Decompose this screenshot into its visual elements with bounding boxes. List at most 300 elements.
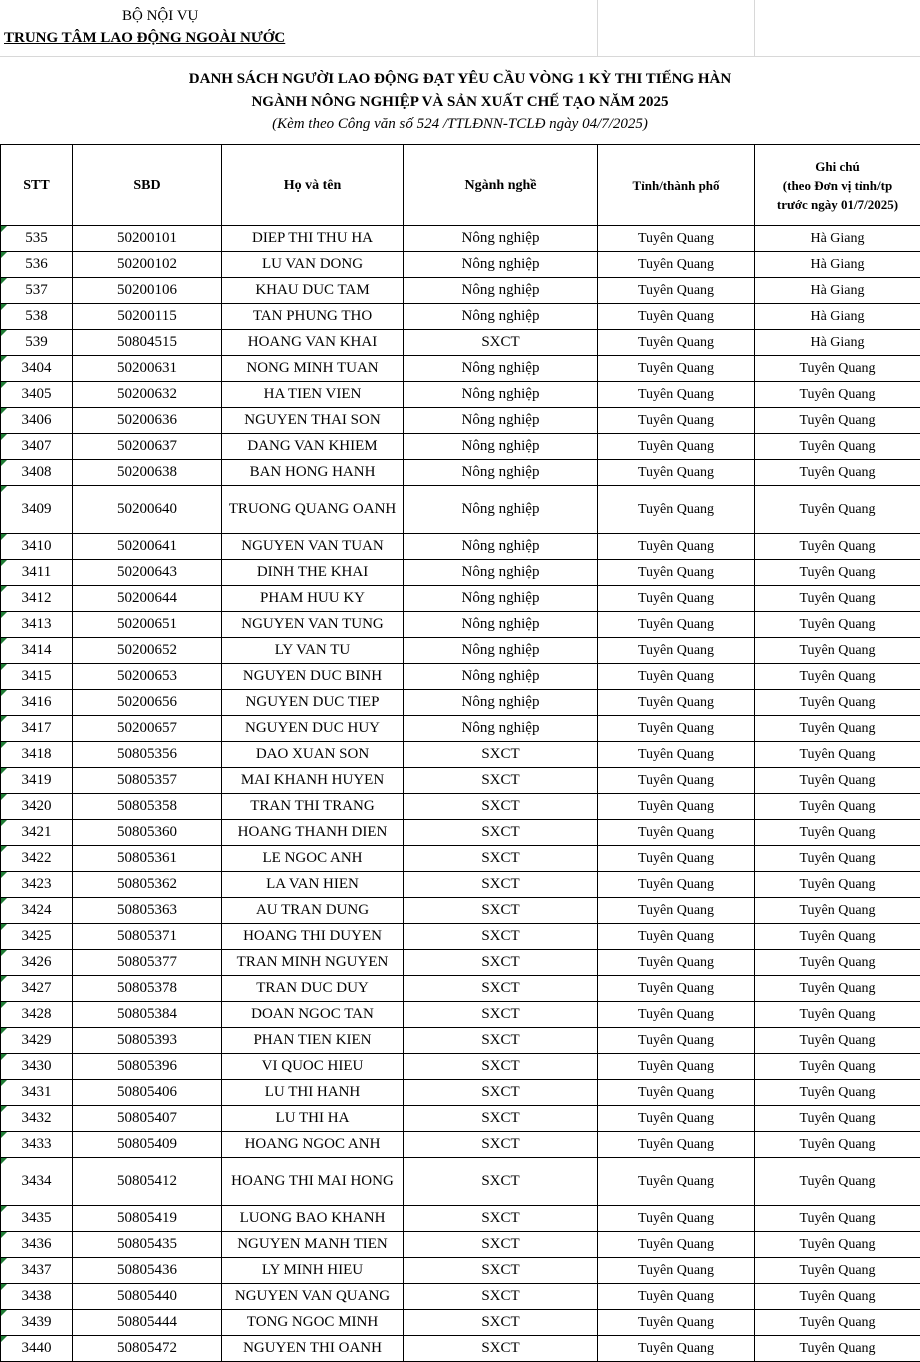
cell-field: SXCT xyxy=(404,872,598,898)
cell-province: Tuyên Quang xyxy=(598,278,755,304)
cell-sbd: 50200643 xyxy=(73,560,222,586)
cell-sbd: 50805435 xyxy=(73,1232,222,1258)
cell-note: Tuyên Quang xyxy=(755,1258,920,1284)
cell-note: Hà Giang xyxy=(755,304,920,330)
cell-sbd: 50805362 xyxy=(73,872,222,898)
cell-province: Tuyên Quang xyxy=(598,872,755,898)
cell-sbd: 50805396 xyxy=(73,1054,222,1080)
cell-name: NGUYEN DUC HUY xyxy=(222,716,404,742)
cell-province: Tuyên Quang xyxy=(598,976,755,1002)
cell-note: Tuyên Quang xyxy=(755,1310,920,1336)
cell-field: Nông nghiệp xyxy=(404,638,598,664)
cell-stt: 3435 xyxy=(1,1206,73,1232)
cell-field: Nông nghiệp xyxy=(404,304,598,330)
cell-field: Nông nghiệp xyxy=(404,690,598,716)
cell-province: Tuyên Quang xyxy=(598,1080,755,1106)
cell-province: Tuyên Quang xyxy=(598,1258,755,1284)
cell-name: HA TIEN VIEN xyxy=(222,382,404,408)
cell-sbd: 50200656 xyxy=(73,690,222,716)
cell-stt: 3413 xyxy=(1,612,73,638)
table-row xyxy=(1,638,920,664)
table-row xyxy=(1,794,920,820)
table-body xyxy=(1,226,920,1362)
table-row xyxy=(1,872,920,898)
table-row xyxy=(1,664,920,690)
column-header-note xyxy=(755,145,920,226)
cell-name: NGUYEN MANH TIEN xyxy=(222,1232,404,1258)
cell-note: Tuyên Quang xyxy=(755,1336,920,1362)
cell-note: Tuyên Quang xyxy=(755,1080,920,1106)
table-row xyxy=(1,846,920,872)
cell-note: Tuyên Quang xyxy=(755,898,920,924)
cell-name: LY MINH HIEU xyxy=(222,1258,404,1284)
cell-field: SXCT xyxy=(404,330,598,356)
table-row xyxy=(1,898,920,924)
cell-note: Tuyên Quang xyxy=(755,846,920,872)
table-row xyxy=(1,356,920,382)
table-row xyxy=(1,768,920,794)
cell-stt: 3411 xyxy=(1,560,73,586)
cell-name: LA VAN HIEN xyxy=(222,872,404,898)
cell-stt: 3414 xyxy=(1,638,73,664)
cell-name: TRAN MINH NGUYEN xyxy=(222,950,404,976)
cell-field: SXCT xyxy=(404,924,598,950)
cell-field: SXCT xyxy=(404,1080,598,1106)
cell-note: Hà Giang xyxy=(755,278,920,304)
cell-stt: 535 xyxy=(1,226,73,252)
cell-stt: 3406 xyxy=(1,408,73,434)
cell-note: Tuyên Quang xyxy=(755,1158,920,1206)
cell-field: SXCT xyxy=(404,794,598,820)
cell-field: Nông nghiệp xyxy=(404,382,598,408)
cell-field: Nông nghiệp xyxy=(404,460,598,486)
table-row xyxy=(1,612,920,638)
table-row xyxy=(1,1028,920,1054)
cell-name: HOANG THI DUYEN xyxy=(222,924,404,950)
column-header-sbd: SBD xyxy=(73,145,222,226)
cell-note: Tuyên Quang xyxy=(755,534,920,560)
cell-stt: 3433 xyxy=(1,1132,73,1158)
cell-field: SXCT xyxy=(404,846,598,872)
table-row xyxy=(1,226,920,252)
cell-stt: 3436 xyxy=(1,1232,73,1258)
cell-sbd: 50200115 xyxy=(73,304,222,330)
cell-field: SXCT xyxy=(404,898,598,924)
cell-sbd: 50805371 xyxy=(73,924,222,950)
cell-stt: 3405 xyxy=(1,382,73,408)
cell-sbd: 50200657 xyxy=(73,716,222,742)
cell-name: LU THI HANH xyxy=(222,1080,404,1106)
cell-stt: 537 xyxy=(1,278,73,304)
table-row xyxy=(1,716,920,742)
cell-name: LY VAN TU xyxy=(222,638,404,664)
cell-stt: 3409 xyxy=(1,486,73,534)
table-row xyxy=(1,330,920,356)
cell-field: SXCT xyxy=(404,950,598,976)
cell-note: Tuyên Quang xyxy=(755,382,920,408)
cell-sbd: 50200651 xyxy=(73,612,222,638)
cell-stt: 539 xyxy=(1,330,73,356)
table-row xyxy=(1,1310,920,1336)
cell-stt: 3431 xyxy=(1,1080,73,1106)
cell-note: Tuyên Quang xyxy=(755,1054,920,1080)
cell-stt: 3420 xyxy=(1,794,73,820)
cell-field: SXCT xyxy=(404,1106,598,1132)
cell-stt: 3415 xyxy=(1,664,73,690)
cell-stt: 3404 xyxy=(1,356,73,382)
table-row xyxy=(1,1284,920,1310)
cell-province: Tuyên Quang xyxy=(598,486,755,534)
cell-note: Tuyên Quang xyxy=(755,612,920,638)
cell-stt: 3412 xyxy=(1,586,73,612)
cell-name: DAO XUAN SON xyxy=(222,742,404,768)
table-row xyxy=(1,1232,920,1258)
cell-field: SXCT xyxy=(404,1002,598,1028)
cell-province: Tuyên Quang xyxy=(598,252,755,278)
cell-field: SXCT xyxy=(404,1028,598,1054)
cell-stt: 536 xyxy=(1,252,73,278)
cell-sbd: 50805412 xyxy=(73,1158,222,1206)
cell-note: Tuyên Quang xyxy=(755,820,920,846)
column-header-field: Ngành nghề xyxy=(404,145,598,226)
cell-name: LUONG BAO KHANH xyxy=(222,1206,404,1232)
cell-sbd: 50200637 xyxy=(73,434,222,460)
cell-name: NGUYEN VAN TUNG xyxy=(222,612,404,638)
cell-province: Tuyên Quang xyxy=(598,460,755,486)
document-subtitle: (Kèm theo Công văn số 524 /TTLĐNN-TCLĐ ngày 04/7/2025) xyxy=(0,116,920,133)
cell-field: SXCT xyxy=(404,1132,598,1158)
cell-stt: 3432 xyxy=(1,1106,73,1132)
cell-note: Tuyên Quang xyxy=(755,950,920,976)
cell-province: Tuyên Quang xyxy=(598,950,755,976)
cell-stt: 3437 xyxy=(1,1258,73,1284)
cell-sbd: 50805406 xyxy=(73,1080,222,1106)
table-row xyxy=(1,252,920,278)
column-header-stt: STT xyxy=(1,145,73,226)
cell-sbd: 50805357 xyxy=(73,768,222,794)
cell-province: Tuyên Quang xyxy=(598,898,755,924)
cell-province: Tuyên Quang xyxy=(598,742,755,768)
cell-note: Tuyên Quang xyxy=(755,664,920,690)
cell-sbd: 50805407 xyxy=(73,1106,222,1132)
cell-province: Tuyên Quang xyxy=(598,586,755,612)
cell-stt: 3418 xyxy=(1,742,73,768)
cell-name: TRAN THI TRANG xyxy=(222,794,404,820)
cell-field: SXCT xyxy=(404,1232,598,1258)
cell-province: Tuyên Quang xyxy=(598,356,755,382)
cell-note: Tuyên Quang xyxy=(755,924,920,950)
cell-note: Tuyên Quang xyxy=(755,768,920,794)
cell-name: BAN HONG HANH xyxy=(222,460,404,486)
cell-field: Nông nghiệp xyxy=(404,226,598,252)
table-row xyxy=(1,1206,920,1232)
cell-province: Tuyên Quang xyxy=(598,924,755,950)
cell-name: TAN PHUNG THO xyxy=(222,304,404,330)
cell-note: Tuyên Quang xyxy=(755,408,920,434)
cell-note: Hà Giang xyxy=(755,252,920,278)
cell-stt: 3434 xyxy=(1,1158,73,1206)
cell-field: SXCT xyxy=(404,1336,598,1362)
cell-name: TRUONG QUANG OANH xyxy=(222,486,404,534)
cell-sbd: 50200102 xyxy=(73,252,222,278)
cell-name: LU THI HA xyxy=(222,1106,404,1132)
cell-note: Tuyên Quang xyxy=(755,690,920,716)
cell-province: Tuyên Quang xyxy=(598,794,755,820)
cell-name: NONG MINH TUAN xyxy=(222,356,404,382)
cell-stt: 3408 xyxy=(1,460,73,486)
table-row xyxy=(1,924,920,950)
cell-sbd: 50805436 xyxy=(73,1258,222,1284)
cell-province: Tuyên Quang xyxy=(598,664,755,690)
cell-field: SXCT xyxy=(404,768,598,794)
cell-note: Tuyên Quang xyxy=(755,560,920,586)
cell-stt: 3440 xyxy=(1,1336,73,1362)
cell-note: Tuyên Quang xyxy=(755,1002,920,1028)
table-row xyxy=(1,1080,920,1106)
cell-field: Nông nghiệp xyxy=(404,586,598,612)
cell-name: PHAM HUU KY xyxy=(222,586,404,612)
cell-province: Tuyên Quang xyxy=(598,1232,755,1258)
cell-sbd: 50805444 xyxy=(73,1310,222,1336)
cell-note: Tuyên Quang xyxy=(755,356,920,382)
cell-note: Tuyên Quang xyxy=(755,742,920,768)
cell-note: Tuyên Quang xyxy=(755,872,920,898)
cell-province: Tuyên Quang xyxy=(598,226,755,252)
cell-note: Tuyên Quang xyxy=(755,976,920,1002)
cell-province: Tuyên Quang xyxy=(598,434,755,460)
cell-field: Nông nghiệp xyxy=(404,716,598,742)
table-row xyxy=(1,1158,920,1206)
cell-sbd: 50805356 xyxy=(73,742,222,768)
cell-name: AU TRAN DUNG xyxy=(222,898,404,924)
cell-province: Tuyên Quang xyxy=(598,560,755,586)
table-row xyxy=(1,690,920,716)
cell-field: SXCT xyxy=(404,1258,598,1284)
cell-province: Tuyên Quang xyxy=(598,1158,755,1206)
cell-stt: 3407 xyxy=(1,434,73,460)
cell-province: Tuyên Quang xyxy=(598,1310,755,1336)
table-row xyxy=(1,382,920,408)
cell-sbd: 50200640 xyxy=(73,486,222,534)
cell-field: Nông nghiệp xyxy=(404,486,598,534)
cell-province: Tuyên Quang xyxy=(598,1054,755,1080)
cell-province: Tuyên Quang xyxy=(598,820,755,846)
cell-stt: 3416 xyxy=(1,690,73,716)
cell-province: Tuyên Quang xyxy=(598,304,755,330)
cell-field: SXCT xyxy=(404,820,598,846)
cell-sbd: 50805377 xyxy=(73,950,222,976)
cell-stt: 3427 xyxy=(1,976,73,1002)
cell-field: Nông nghiệp xyxy=(404,664,598,690)
table-row xyxy=(1,1258,920,1284)
cell-note: Tuyên Quang xyxy=(755,1028,920,1054)
cell-province: Tuyên Quang xyxy=(598,534,755,560)
cell-province: Tuyên Quang xyxy=(598,1284,755,1310)
cell-name: DIEP THI THU HA xyxy=(222,226,404,252)
cell-sbd: 50805440 xyxy=(73,1284,222,1310)
cell-stt: 3428 xyxy=(1,1002,73,1028)
cell-sbd: 50200641 xyxy=(73,534,222,560)
center-name: TRUNG TÂM LAO ĐỘNG NGOÀI NƯỚC xyxy=(4,30,601,47)
cell-name: HOANG THANH DIEN xyxy=(222,820,404,846)
cell-note: Tuyên Quang xyxy=(755,1284,920,1310)
table-row xyxy=(1,586,920,612)
table-row xyxy=(1,304,920,330)
cell-province: Tuyên Quang xyxy=(598,612,755,638)
cell-name: LU VAN DONG xyxy=(222,252,404,278)
cell-stt: 3410 xyxy=(1,534,73,560)
cell-province: Tuyên Quang xyxy=(598,1132,755,1158)
cell-stt: 3417 xyxy=(1,716,73,742)
header-divider xyxy=(597,0,598,56)
cell-stt: 3422 xyxy=(1,846,73,872)
cell-note: Tuyên Quang xyxy=(755,638,920,664)
cell-stt: 3425 xyxy=(1,924,73,950)
cell-field: SXCT xyxy=(404,1310,598,1336)
cell-note: Tuyên Quang xyxy=(755,1206,920,1232)
cell-sbd: 50200653 xyxy=(73,664,222,690)
column-header-name: Họ và tên xyxy=(222,145,404,226)
table-row xyxy=(1,950,920,976)
table-row xyxy=(1,1336,920,1362)
cell-name: NGUYEN DUC BINH xyxy=(222,664,404,690)
cell-name: NGUYEN VAN QUANG xyxy=(222,1284,404,1310)
cell-sbd: 50200101 xyxy=(73,226,222,252)
note-header-line: Ghi chú xyxy=(755,157,920,176)
cell-sbd: 50200638 xyxy=(73,460,222,486)
column-header-province: Tỉnh/thành phố xyxy=(598,145,755,226)
cell-stt: 3423 xyxy=(1,872,73,898)
cell-province: Tuyên Quang xyxy=(598,1002,755,1028)
cell-sbd: 50200632 xyxy=(73,382,222,408)
cell-province: Tuyên Quang xyxy=(598,382,755,408)
table-row xyxy=(1,486,920,534)
cell-field: SXCT xyxy=(404,1054,598,1080)
table-row xyxy=(1,976,920,1002)
cell-sbd: 50804515 xyxy=(73,330,222,356)
cell-note: Tuyên Quang xyxy=(755,1232,920,1258)
cell-province: Tuyên Quang xyxy=(598,408,755,434)
cell-field: Nông nghiệp xyxy=(404,408,598,434)
cell-province: Tuyên Quang xyxy=(598,768,755,794)
cell-sbd: 50805393 xyxy=(73,1028,222,1054)
cell-stt: 3429 xyxy=(1,1028,73,1054)
cell-sbd: 50805363 xyxy=(73,898,222,924)
cell-note: Hà Giang xyxy=(755,226,920,252)
cell-name: TONG NGOC MINH xyxy=(222,1310,404,1336)
cell-province: Tuyên Quang xyxy=(598,1336,755,1362)
table-row xyxy=(1,434,920,460)
cell-name: TRAN DUC DUY xyxy=(222,976,404,1002)
document-title-line2: NGÀNH NÔNG NGHIỆP VÀ SẢN XUẤT CHẾ TẠO NĂM 2025 xyxy=(0,94,920,111)
cell-name: HOANG VAN KHAI xyxy=(222,330,404,356)
cell-name: NGUYEN THI OANH xyxy=(222,1336,404,1362)
cell-note: Tuyên Quang xyxy=(755,1132,920,1158)
cell-province: Tuyên Quang xyxy=(598,716,755,742)
table-row xyxy=(1,278,920,304)
cell-sbd: 50200652 xyxy=(73,638,222,664)
cell-province: Tuyên Quang xyxy=(598,330,755,356)
cell-province: Tuyên Quang xyxy=(598,638,755,664)
cell-field: SXCT xyxy=(404,1158,598,1206)
cell-province: Tuyên Quang xyxy=(598,1206,755,1232)
cell-name: DOAN NGOC TAN xyxy=(222,1002,404,1028)
table-row xyxy=(1,408,920,434)
cell-field: Nông nghiệp xyxy=(404,612,598,638)
cell-field: SXCT xyxy=(404,976,598,1002)
cell-sbd: 50200631 xyxy=(73,356,222,382)
cell-sbd: 50805419 xyxy=(73,1206,222,1232)
ministry-name: BỘ NỘI VỤ xyxy=(122,8,719,25)
header-divider xyxy=(754,0,755,56)
cell-name: VI QUOC HIEU xyxy=(222,1054,404,1080)
cell-name: KHAU DUC TAM xyxy=(222,278,404,304)
cell-sbd: 50805384 xyxy=(73,1002,222,1028)
cell-stt: 3426 xyxy=(1,950,73,976)
title-block xyxy=(0,56,920,145)
cell-field: Nông nghiệp xyxy=(404,356,598,382)
cell-province: Tuyên Quang xyxy=(598,846,755,872)
cell-stt: 3430 xyxy=(1,1054,73,1080)
cell-name: DINH THE KHAI xyxy=(222,560,404,586)
cell-note: Tuyên Quang xyxy=(755,716,920,742)
cell-stt: 538 xyxy=(1,304,73,330)
cell-note: Tuyên Quang xyxy=(755,794,920,820)
cell-name: NGUYEN THAI SON xyxy=(222,408,404,434)
cell-name: PHAN TIEN KIEN xyxy=(222,1028,404,1054)
cell-field: Nông nghiệp xyxy=(404,560,598,586)
table-row xyxy=(1,742,920,768)
cell-note: Tuyên Quang xyxy=(755,1106,920,1132)
cell-field: Nông nghiệp xyxy=(404,278,598,304)
table-row xyxy=(1,560,920,586)
note-header-line: trước ngày 01/7/2025) xyxy=(755,195,920,214)
cell-note: Hà Giang xyxy=(755,330,920,356)
table-row xyxy=(1,1002,920,1028)
cell-field: SXCT xyxy=(404,1284,598,1310)
table-row xyxy=(1,820,920,846)
cell-sbd: 50805361 xyxy=(73,846,222,872)
cell-name: DANG VAN KHIEM xyxy=(222,434,404,460)
cell-name: NGUYEN DUC TIEP xyxy=(222,690,404,716)
cell-stt: 3424 xyxy=(1,898,73,924)
cell-sbd: 50805409 xyxy=(73,1132,222,1158)
cell-note: Tuyên Quang xyxy=(755,460,920,486)
cell-field: Nông nghiệp xyxy=(404,434,598,460)
cell-note: Tuyên Quang xyxy=(755,486,920,534)
cell-sbd: 50805358 xyxy=(73,794,222,820)
cell-sbd: 50805360 xyxy=(73,820,222,846)
cell-name: HOANG NGOC ANH xyxy=(222,1132,404,1158)
cell-note: Tuyên Quang xyxy=(755,586,920,612)
cell-name: LE NGOC ANH xyxy=(222,846,404,872)
cell-sbd: 50200636 xyxy=(73,408,222,434)
table-row xyxy=(1,1054,920,1080)
cell-name: MAI KHANH HUYEN xyxy=(222,768,404,794)
cell-stt: 3419 xyxy=(1,768,73,794)
cell-stt: 3439 xyxy=(1,1310,73,1336)
cell-name: HOANG THI MAI HONG xyxy=(222,1158,404,1206)
table-row xyxy=(1,1106,920,1132)
cell-sbd: 50200106 xyxy=(73,278,222,304)
cell-province: Tuyên Quang xyxy=(598,1106,755,1132)
cell-sbd: 50805472 xyxy=(73,1336,222,1362)
candidate-table xyxy=(0,144,920,1362)
table-row xyxy=(1,460,920,486)
cell-field: SXCT xyxy=(404,742,598,768)
table-row xyxy=(1,1132,920,1158)
document-title: DANH SÁCH NGƯỜI LAO ĐỘNG ĐẠT YÊU CẦU VÒNG 1 KỲ THI TIẾNG HÀN xyxy=(0,71,920,88)
